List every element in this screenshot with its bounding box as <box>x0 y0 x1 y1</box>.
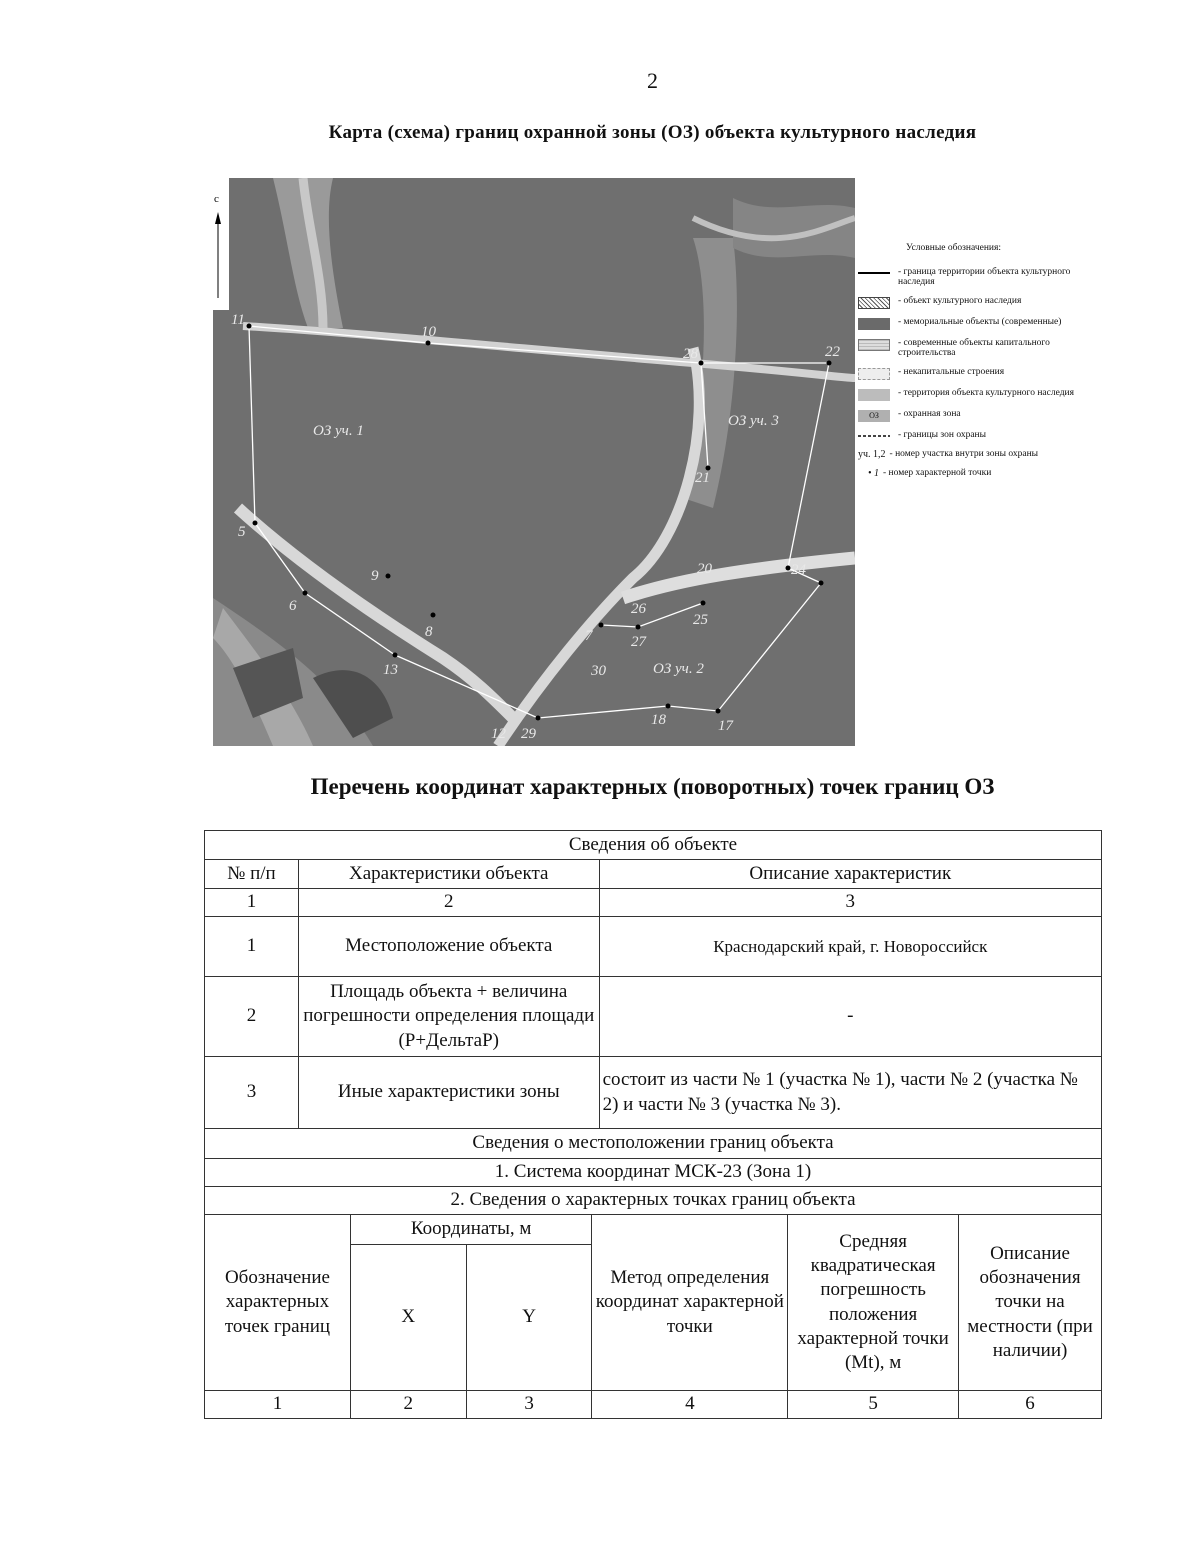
legend-label: - граница территории объекта культурного наследия <box>898 266 1071 287</box>
section-title: Сведения об объекте <box>205 831 1102 860</box>
column-number: 2 <box>350 1391 466 1419</box>
characteristic-value: Краснодарский край, г. Новороссийск <box>599 917 1101 977</box>
list-title: Перечень координат характерных (поворотных) точек границ ОЗ <box>310 774 995 799</box>
map-point-28: 28 <box>683 346 698 362</box>
x-header: X <box>350 1245 466 1391</box>
table-row <box>205 917 1102 977</box>
boundary-map <box>213 178 855 746</box>
method-header: Метод определения координат характерной точки <box>592 1215 788 1391</box>
map-point-7: 7 <box>585 628 593 644</box>
column-number: 4 <box>592 1391 788 1419</box>
row-number: 3 <box>205 1057 299 1129</box>
description-header: Описание обозначения точки на местности (при наличии) <box>959 1215 1102 1391</box>
y-header: Y <box>466 1245 592 1391</box>
legend-label: - номер характерной точки <box>883 468 992 479</box>
legend-item <box>858 339 1098 359</box>
column-header: Характеристики объекта <box>298 860 599 889</box>
dotted-swatch <box>858 339 890 351</box>
table-row <box>205 1187 1102 1215</box>
column-number: 1 <box>205 1391 351 1419</box>
map-point-20: 20 <box>697 561 712 577</box>
legend-item <box>858 268 1098 288</box>
characteristic-value: - <box>599 977 1101 1057</box>
legend-label: - территория объекта культурного наследия <box>898 387 1074 398</box>
characteristic-name: Местоположение объекта <box>298 917 599 977</box>
column-number: 5 <box>788 1391 959 1419</box>
oz-swatch: ОЗ <box>858 410 890 422</box>
column-number: 2 <box>298 889 599 917</box>
legend-item <box>858 469 1098 480</box>
legend-item <box>858 368 1098 380</box>
hatch-swatch <box>858 297 890 309</box>
map-point-29: 29 <box>521 726 536 742</box>
coordinate-system: 1. Система координат МСК-23 (Зона 1) <box>205 1159 1102 1187</box>
table-row <box>205 977 1102 1057</box>
location-title: Сведения о местоположении границ объекта <box>205 1129 1102 1159</box>
legend-item <box>858 389 1098 401</box>
legend-label: - мемориальные объекты (современные) <box>898 316 1062 327</box>
zone-label-2: ОЗ уч. 2 <box>653 661 704 677</box>
map-point-25: 25 <box>693 612 708 628</box>
map-point-9: 9 <box>371 568 379 584</box>
boundary-line-swatch <box>858 272 890 274</box>
table-row <box>205 860 1102 889</box>
north-label: с <box>214 193 219 205</box>
legend-label: - номер участка внутри зоны охраны <box>889 448 1039 459</box>
legend-label: - границы зон охраны <box>898 429 987 440</box>
row-number: 1 <box>205 917 299 977</box>
page-number: 2 <box>647 68 658 93</box>
map-point-11: 11 <box>231 312 245 328</box>
map-point-18: 18 <box>651 712 666 728</box>
map-point-10: 10 <box>421 324 436 340</box>
territory-swatch <box>858 389 890 401</box>
legend-label: - охранная зона <box>898 408 961 419</box>
legend-title: Условные обозначения: <box>906 243 1002 253</box>
legend-item <box>858 297 1098 309</box>
row-number: 2 <box>205 977 299 1057</box>
legend-item <box>858 431 1098 441</box>
map-point-22: 22 <box>825 344 840 360</box>
legend-label: - некапитальные строения <box>898 366 1005 377</box>
column-header: № п/п <box>205 860 299 889</box>
light-swatch <box>858 368 890 380</box>
map-point-13: 13 <box>383 662 398 678</box>
characteristic-name: Иные характеристики зоны <box>298 1057 599 1129</box>
characteristic-value: состоит из части № 1 (участка № 1), части № 2 (участка № 2) и части № 3 (участка № 3). <box>599 1057 1101 1129</box>
legend-label: - современные объекты капитального строительства <box>898 337 1050 358</box>
column-number: 1 <box>205 889 299 917</box>
characteristic-name: Площадь объекта + величина погрешности определения площади (P+ДельтаР) <box>298 977 599 1057</box>
map-point-12: 12 <box>491 726 506 742</box>
error-header: Средняя квадратическая погрешность положения характерной точки (Mt), м <box>788 1215 959 1391</box>
map-legend <box>858 244 1098 489</box>
zone-label-1: ОЗ уч. 1 <box>313 423 364 439</box>
legend-item <box>858 450 1098 461</box>
legend-item <box>858 410 1098 422</box>
coordinates-header: Координаты, м <box>350 1215 592 1245</box>
legend-label: - объект культурного наследия <box>898 295 1022 306</box>
table-row <box>205 889 1102 917</box>
zone-line-swatch <box>858 435 890 437</box>
table-row <box>205 1057 1102 1129</box>
map-title: Карта (схема) границ охранной зоны (ОЗ) объекта культурного наследия <box>328 122 977 143</box>
map-point-27: 27 <box>631 634 646 650</box>
map-point-21: 21 <box>695 470 710 486</box>
column-number: 3 <box>466 1391 592 1419</box>
table-row <box>205 1159 1102 1187</box>
map-point-5: 5 <box>238 524 246 540</box>
table-row <box>205 1129 1102 1159</box>
plot-number-symbol: уч. 1,2 <box>858 448 886 460</box>
points-title: 2. Сведения о характерных точках границ объекта <box>205 1187 1102 1215</box>
column-header: Описание характеристик <box>599 860 1101 889</box>
column-number: 3 <box>599 889 1101 917</box>
map-point-30: 30 <box>591 663 606 679</box>
map-point-6: 6 <box>289 598 297 614</box>
column-number: 6 <box>959 1391 1102 1419</box>
table-row <box>205 1215 1102 1245</box>
table-row <box>205 831 1102 860</box>
info-table <box>204 830 1102 1215</box>
zone-label-3: ОЗ уч. 3 <box>728 413 779 429</box>
table-row <box>205 1391 1102 1419</box>
dark-swatch <box>858 318 890 330</box>
map-point-8: 8 <box>425 624 433 640</box>
map-point-26: 26 <box>631 601 646 617</box>
points-table <box>204 1214 1102 1419</box>
map-point-24: 24 <box>791 562 806 578</box>
legend-item <box>858 318 1098 330</box>
point-symbol: • 1 <box>868 468 880 480</box>
designation-header: Обозначение характерных точек границ <box>205 1215 351 1391</box>
map-point-17: 17 <box>718 718 733 734</box>
